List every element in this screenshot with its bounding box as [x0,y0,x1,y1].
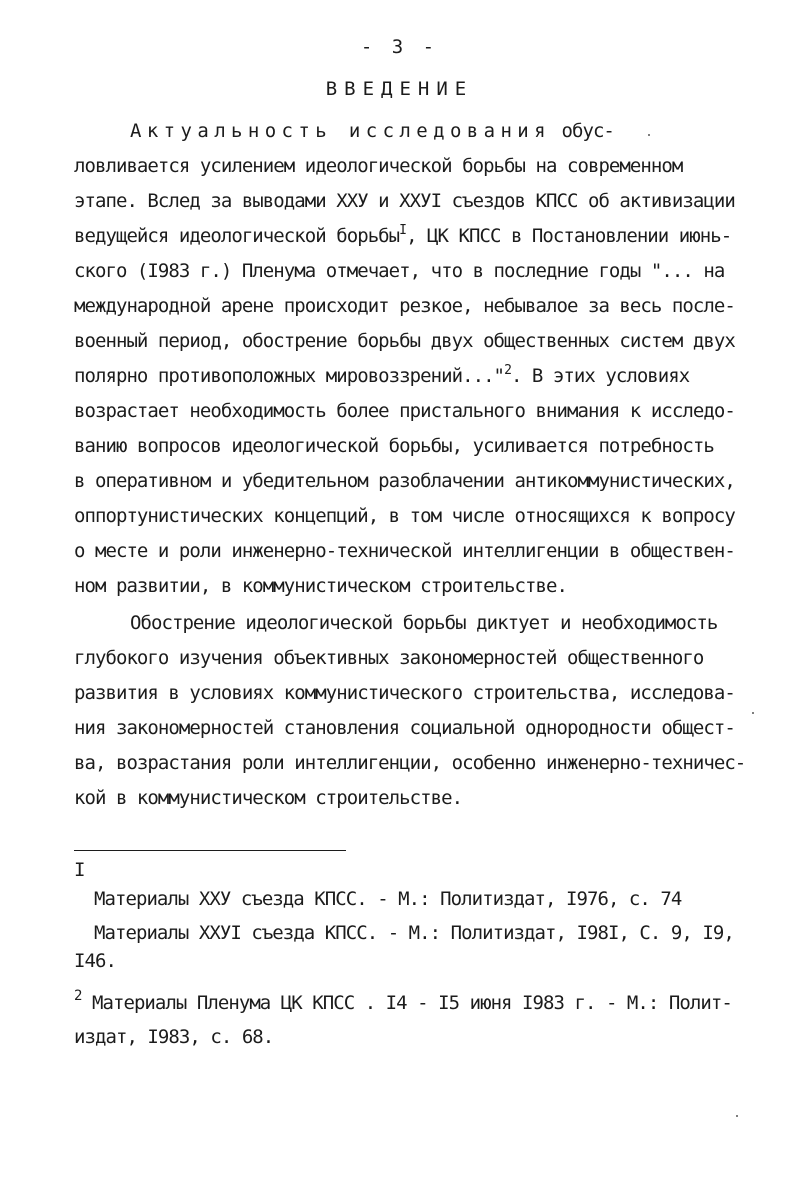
footnotes [74,858,774,1054]
footnote-1-line: Материалы ХХУI съезда КПСС. - М.: Политиздат, I98I, С. 9, I9, [94,922,734,944]
scan-speck [736,1115,738,1117]
paragraph-line: ведущейся идеологической борьбы$^I$, ЦК КПСС в Постановлении июнь- [74,223,732,247]
paragraph-line: возрастает необходимость более пристального внимания к исследо- [74,400,735,422]
footnote-2-marker: 2 [74,988,82,1004]
paragraph-line: оппортунистических концепций, в том числе относящихся к вопросу [74,505,735,527]
paragraph-line: военный период, обострение борьбы двух общественных систем двух [74,330,735,352]
footnote-divider [74,850,346,851]
page-number: - 3 - [360,36,439,58]
footnote-2-line: издат, I983, с. 68. [74,1026,274,1048]
footnote-1-line: Материалы ХХУ съезда КПСС. - М.: Политиздат, I976, с. 74 [94,888,682,910]
paragraph-line: ванию вопросов идеологической борьбы, усиливается потребность [74,435,714,457]
paragraph-line: ского (I983 г.) Пленума отмечает, что в последние годы "... на [74,260,725,282]
paragraph-line: этапе. Вслед за выводами ХХУ и ХХУI съездов КПСС об активизации [74,190,735,212]
scan-speck [752,712,754,714]
paragraph-line: глубокого изучения объективных закономерностей общественного [74,647,704,669]
paragraph-line: развития в условиях коммунистического строительства, исследова- [74,682,735,704]
paragraph-line: в оперативном и убедительном разоблачении антикоммунистических, [74,470,735,492]
footnote-2: $^2$ Материалы Пленума ЦК КПСС . I4 - I5 июня I983 г. - М.: Полит- [74,988,732,1014]
emphasized-phrase: Актуальность исследования [130,120,551,142]
footnote-ref-1: I [399,223,407,238]
footnote-1-line: I46. [74,950,116,972]
section-heading: ВВЕДЕНИЕ [325,78,474,100]
paragraph-line: международной арене происходит резкое, небывалое за весь после- [74,295,735,317]
paragraph-line: о месте и роли инженерно-технической интеллигенции в обществен- [74,540,735,562]
scan-speck [648,134,650,136]
paragraph-line: ном развитии, в коммунистическом строительстве. [74,575,567,597]
paragraph-line: кой в коммунистическом строительстве. [74,787,463,809]
footnote-1-marker: I [74,859,86,881]
paragraph-line: Обострение идеологической борьбы диктует и необходимость [130,612,718,634]
body-text [74,114,774,816]
paragraph-line: ния закономерностей становления социальной однородности общест- [74,717,735,739]
paragraph-line: Актуальность исследования обус- [130,120,614,142]
footnote-ref-2: 2 [504,363,511,378]
paragraph-line: полярно противоположных мировоззрений..."$^2$. В этих условиях [74,363,690,387]
paragraph-line: ва, возрастания роли интеллигенции, особенно инженерно-техничес- [74,752,746,774]
paragraph-line: ловливается усилением идеологической борьбы на современном [74,155,683,177]
